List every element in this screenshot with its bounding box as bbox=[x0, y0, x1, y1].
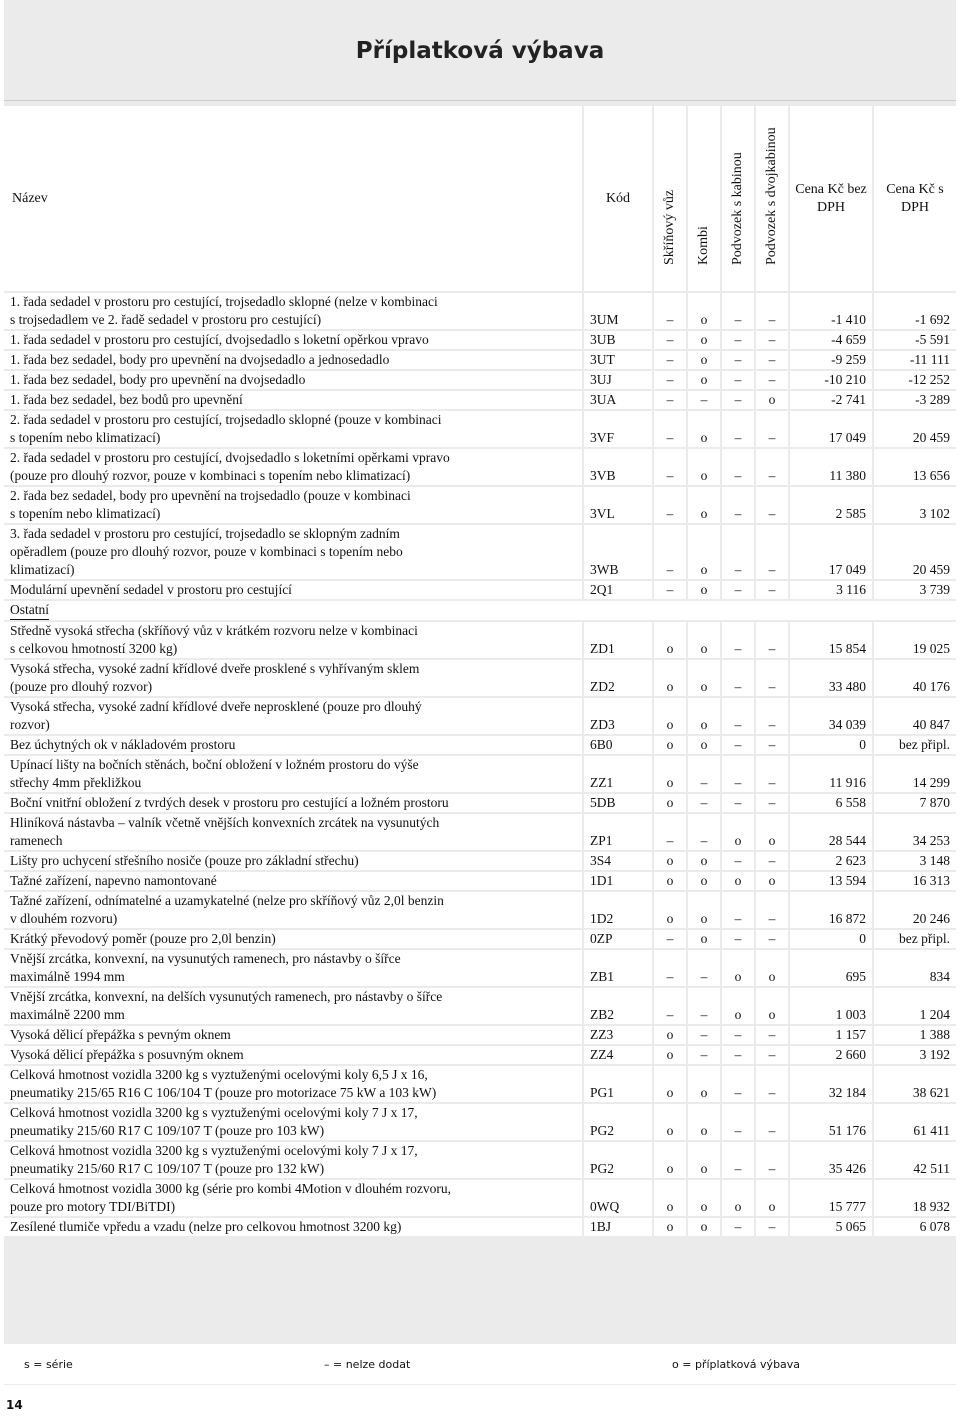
availability-mark: o bbox=[754, 872, 788, 890]
table-row bbox=[4, 525, 956, 579]
option-code: 1BJ bbox=[582, 1218, 652, 1236]
price-net: 11 380 bbox=[788, 449, 872, 485]
header-code: Kód bbox=[582, 106, 652, 291]
price-gross: -11 111 bbox=[872, 351, 956, 369]
price-net: -2 741 bbox=[788, 391, 872, 409]
availability-mark: – bbox=[720, 794, 754, 812]
price-net: 2 660 bbox=[788, 1046, 872, 1064]
availability-mark: o bbox=[652, 794, 686, 812]
option-code: ZP1 bbox=[582, 814, 652, 850]
availability-mark: o bbox=[686, 293, 720, 329]
table-row bbox=[4, 794, 956, 812]
option-code: ZZ3 bbox=[582, 1026, 652, 1044]
table-row bbox=[4, 1104, 956, 1140]
availability-mark: – bbox=[652, 487, 686, 523]
availability-mark: – bbox=[652, 988, 686, 1024]
price-gross: bez připl. bbox=[872, 930, 956, 948]
availability-mark: – bbox=[720, 351, 754, 369]
option-name: 1. řada sedadel v prostoru pro cestující, dvojsedadlo s loketní opěrkou vpravo bbox=[4, 331, 582, 349]
price-gross: 42 511 bbox=[872, 1142, 956, 1178]
price-net: 16 872 bbox=[788, 892, 872, 928]
table-row bbox=[4, 852, 956, 870]
option-code: ZZ1 bbox=[582, 756, 652, 792]
table-row bbox=[4, 988, 956, 1024]
option-code: 2Q1 bbox=[582, 581, 652, 599]
price-gross: 34 253 bbox=[872, 814, 956, 850]
availability-mark: – bbox=[754, 1026, 788, 1044]
option-code: 0ZP bbox=[582, 930, 652, 948]
price-net: 1 003 bbox=[788, 988, 872, 1024]
option-code: 1D2 bbox=[582, 892, 652, 928]
availability-mark: – bbox=[652, 391, 686, 409]
price-gross: 3 192 bbox=[872, 1046, 956, 1064]
table-row bbox=[4, 449, 956, 485]
header-variant-double-cab: Podvozek s dvojkabinou bbox=[754, 106, 788, 291]
option-code: 3UJ bbox=[582, 371, 652, 389]
availability-mark: – bbox=[720, 581, 754, 599]
availability-mark: – bbox=[686, 794, 720, 812]
availability-mark: o bbox=[652, 736, 686, 754]
availability-mark: o bbox=[720, 814, 754, 850]
availability-mark: – bbox=[686, 391, 720, 409]
option-name: Celková hmotnost vozidla 3200 kg s vyztuženými ocelovými koly 7 J x 17, pneumatiky 215/60 R17 C 109/107 T (pouze pro 103 kW) bbox=[4, 1104, 582, 1140]
price-gross: 20 459 bbox=[872, 525, 956, 579]
availability-mark: – bbox=[754, 756, 788, 792]
price-net: 34 039 bbox=[788, 698, 872, 734]
option-name: Tažné zařízení, napevno namontované bbox=[4, 872, 582, 890]
option-name: Upínací lišty na bočních stěnách, boční obložení v ložném prostoru do výše střechy 4mm překližkou bbox=[4, 756, 582, 792]
option-name: Celková hmotnost vozidla 3200 kg s vyztuženými ocelovými koly 6,5 J x 16, pneumatiky 215/65 R16 C 106/104 T (pouze pro motorizace 75 kW a 103 kW) bbox=[4, 1066, 582, 1102]
header-variant-kombi: Kombi bbox=[686, 106, 720, 291]
legend bbox=[4, 1344, 956, 1384]
availability-mark: – bbox=[720, 1104, 754, 1140]
availability-mark: o bbox=[686, 930, 720, 948]
price-net: 5 065 bbox=[788, 1218, 872, 1236]
availability-mark: o bbox=[754, 988, 788, 1024]
price-net: 17 049 bbox=[788, 411, 872, 447]
option-name: Lišty pro uchycení střešního nosiče (pouze pro základní střechu) bbox=[4, 852, 582, 870]
availability-mark: o bbox=[686, 1066, 720, 1102]
availability-mark: – bbox=[720, 892, 754, 928]
availability-mark: o bbox=[686, 1180, 720, 1216]
availability-mark: o bbox=[686, 892, 720, 928]
price-gross: 3 148 bbox=[872, 852, 956, 870]
option-name: Vysoká střecha, vysoké zadní křídlové dveře prosklené s vyhřívaným sklem (pouze pro dlouhý rozvor) bbox=[4, 660, 582, 696]
price-gross: 40 176 bbox=[872, 660, 956, 696]
price-net: 15 854 bbox=[788, 622, 872, 658]
price-net: -1 410 bbox=[788, 293, 872, 329]
availability-mark: – bbox=[652, 581, 686, 599]
availability-mark: – bbox=[754, 581, 788, 599]
availability-mark: o bbox=[720, 1180, 754, 1216]
availability-mark: – bbox=[754, 1046, 788, 1064]
availability-mark: – bbox=[754, 411, 788, 447]
price-net: 2 585 bbox=[788, 487, 872, 523]
availability-mark: – bbox=[720, 331, 754, 349]
price-gross: 18 932 bbox=[872, 1180, 956, 1216]
option-code: PG2 bbox=[582, 1142, 652, 1178]
availability-mark: – bbox=[652, 449, 686, 485]
legend-not-available: – = nelze dodat bbox=[324, 1358, 411, 1371]
availability-mark: – bbox=[720, 736, 754, 754]
price-net: 0 bbox=[788, 930, 872, 948]
availability-mark: – bbox=[686, 756, 720, 792]
availability-mark: o bbox=[754, 814, 788, 850]
availability-mark: o bbox=[652, 1142, 686, 1178]
section-row-other bbox=[4, 601, 956, 620]
price-gross: 7 870 bbox=[872, 794, 956, 812]
price-net: 35 426 bbox=[788, 1142, 872, 1178]
price-gross: 834 bbox=[872, 950, 956, 986]
availability-mark: – bbox=[754, 736, 788, 754]
availability-mark: o bbox=[686, 525, 720, 579]
availability-mark: – bbox=[720, 1142, 754, 1178]
option-name: 2. řada sedadel v prostoru pro cestující, dvojsedadlo s loketními opěrkami vpravo (pouze pro dlouhý rozvor, pouze v kombinaci s topením nebo klimatizací) bbox=[4, 449, 582, 485]
availability-mark: o bbox=[686, 736, 720, 754]
price-net: -10 210 bbox=[788, 371, 872, 389]
price-net: 3 116 bbox=[788, 581, 872, 599]
availability-mark: – bbox=[754, 1218, 788, 1236]
price-gross: -3 289 bbox=[872, 391, 956, 409]
price-net: 0 bbox=[788, 736, 872, 754]
table-row bbox=[4, 1218, 956, 1236]
option-name: 2. řada sedadel v prostoru pro cestující, trojsedadlo sklopné (pouze v kombinaci s topením nebo klimatizací) bbox=[4, 411, 582, 447]
availability-mark: – bbox=[720, 1218, 754, 1236]
availability-mark: – bbox=[754, 449, 788, 485]
availability-mark: – bbox=[720, 525, 754, 579]
price-net: 2 623 bbox=[788, 852, 872, 870]
table-row bbox=[4, 872, 956, 890]
table-row bbox=[4, 1026, 956, 1044]
availability-mark: – bbox=[686, 950, 720, 986]
option-code: 3S4 bbox=[582, 852, 652, 870]
availability-mark: o bbox=[686, 698, 720, 734]
table-row bbox=[4, 1180, 956, 1216]
option-name: Vnější zrcátka, konvexní, na vysunutých ramenech, pro nástavby o šířce maximálně 1994 mm bbox=[4, 950, 582, 986]
availability-mark: o bbox=[686, 660, 720, 696]
price-net: -9 259 bbox=[788, 351, 872, 369]
availability-mark: – bbox=[754, 487, 788, 523]
header-variant-cab: Podvozek s kabinou bbox=[720, 106, 754, 291]
availability-mark: – bbox=[720, 371, 754, 389]
price-gross: -5 591 bbox=[872, 331, 956, 349]
availability-mark: – bbox=[754, 1104, 788, 1140]
table-row bbox=[4, 331, 956, 349]
availability-mark: – bbox=[754, 525, 788, 579]
availability-mark: – bbox=[754, 1066, 788, 1102]
price-net: 28 544 bbox=[788, 814, 872, 850]
availability-mark: – bbox=[720, 622, 754, 658]
option-code: ZD1 bbox=[582, 622, 652, 658]
price-net: 11 916 bbox=[788, 756, 872, 792]
availability-mark: o bbox=[652, 660, 686, 696]
availability-mark: o bbox=[686, 622, 720, 658]
availability-mark: o bbox=[686, 1218, 720, 1236]
availability-mark: – bbox=[652, 525, 686, 579]
availability-mark: o bbox=[652, 756, 686, 792]
price-net: 17 049 bbox=[788, 525, 872, 579]
option-name: Zesílené tlumiče vpředu a vzadu (nelze pro celkovou hmotnost 3200 kg) bbox=[4, 1218, 582, 1236]
price-gross: 1 204 bbox=[872, 988, 956, 1024]
price-gross: 20 246 bbox=[872, 892, 956, 928]
availability-mark: o bbox=[652, 1026, 686, 1044]
availability-mark: o bbox=[686, 411, 720, 447]
table-row bbox=[4, 736, 956, 754]
availability-mark: – bbox=[652, 411, 686, 447]
price-net: 13 594 bbox=[788, 872, 872, 890]
table-row bbox=[4, 581, 956, 599]
option-code: 3VB bbox=[582, 449, 652, 485]
availability-mark: o bbox=[686, 331, 720, 349]
legend-series: s = série bbox=[24, 1358, 73, 1371]
availability-mark: – bbox=[754, 794, 788, 812]
availability-mark: o bbox=[652, 852, 686, 870]
availability-mark: o bbox=[720, 950, 754, 986]
availability-mark: o bbox=[686, 1104, 720, 1140]
section-label-other: Ostatní bbox=[10, 601, 49, 620]
availability-mark: o bbox=[652, 622, 686, 658]
availability-mark: o bbox=[754, 950, 788, 986]
availability-mark: – bbox=[754, 660, 788, 696]
option-code: 6B0 bbox=[582, 736, 652, 754]
table-row bbox=[4, 930, 956, 948]
availability-mark: o bbox=[652, 1104, 686, 1140]
option-code: 3UA bbox=[582, 391, 652, 409]
price-gross: 3 102 bbox=[872, 487, 956, 523]
option-name: Hliníková nástavba – valník včetně vnějších konvexních zrcátek na vysunutých ramenech bbox=[4, 814, 582, 850]
availability-mark: o bbox=[720, 988, 754, 1024]
option-name: Modulární upevnění sedadel v prostoru pro cestující bbox=[4, 581, 582, 599]
option-name: Vysoká dělicí přepážka s pevným oknem bbox=[4, 1026, 582, 1044]
availability-mark: o bbox=[720, 872, 754, 890]
page-title: Příplatková výbava bbox=[355, 38, 605, 64]
availability-mark: – bbox=[754, 698, 788, 734]
option-name: Celková hmotnost vozidla 3000 kg (série pro kombi 4Motion v dlouhém rozvoru, pouze pro motory TDI/BiTDI) bbox=[4, 1180, 582, 1216]
option-name: 1. řada bez sedadel, body pro upevnění na dvojsedadlo a jednosedadlo bbox=[4, 351, 582, 369]
table-row bbox=[4, 1046, 956, 1064]
availability-mark: – bbox=[720, 411, 754, 447]
price-net: 15 777 bbox=[788, 1180, 872, 1216]
availability-mark: – bbox=[720, 1046, 754, 1064]
option-name: 2. řada bez sedadel, body pro upevnění na trojsedadlo (pouze v kombinaci s topením nebo klimatizací) bbox=[4, 487, 582, 523]
table-row bbox=[4, 391, 956, 409]
price-gross: 1 388 bbox=[872, 1026, 956, 1044]
availability-mark: – bbox=[720, 930, 754, 948]
availability-mark: – bbox=[754, 622, 788, 658]
price-gross: 61 411 bbox=[872, 1104, 956, 1140]
availability-mark: – bbox=[652, 351, 686, 369]
availability-mark: o bbox=[652, 1046, 686, 1064]
price-gross: 14 299 bbox=[872, 756, 956, 792]
table-row bbox=[4, 371, 956, 389]
price-gross: -1 692 bbox=[872, 293, 956, 329]
price-gross: 19 025 bbox=[872, 622, 956, 658]
header-price-net: Cena Kč bez DPH bbox=[788, 106, 872, 291]
table-row bbox=[4, 660, 956, 696]
option-name: Středně vysoká střecha (skříňový vůz v krátkém rozvoru nelze v kombinaci s celkovou hmotností 3200 kg) bbox=[4, 622, 582, 658]
header-name: Název bbox=[4, 106, 582, 291]
availability-mark: – bbox=[652, 814, 686, 850]
price-table bbox=[4, 104, 956, 1238]
availability-mark: – bbox=[720, 391, 754, 409]
option-name: Vysoká dělicí přepážka s posuvným oknem bbox=[4, 1046, 582, 1064]
availability-mark: – bbox=[754, 892, 788, 928]
availability-mark: – bbox=[652, 950, 686, 986]
option-name: 1. řada bez sedadel, body pro upevnění na dvojsedadlo bbox=[4, 371, 582, 389]
availability-mark: o bbox=[686, 487, 720, 523]
legend-optional: o = příplatková výbava bbox=[672, 1358, 801, 1371]
table-row bbox=[4, 1142, 956, 1178]
option-name: 1. řada sedadel v prostoru pro cestující, trojsedadlo sklopné (nelze v kombinaci s trojsedadlem ve 2. řadě sedadel v prostoru pro cestující) bbox=[4, 293, 582, 329]
availability-mark: – bbox=[720, 1066, 754, 1102]
availability-mark: – bbox=[754, 371, 788, 389]
option-name: Krátký převodový poměr (pouze pro 2,0l benzin) bbox=[4, 930, 582, 948]
availability-mark: – bbox=[720, 487, 754, 523]
option-code: 3UT bbox=[582, 351, 652, 369]
availability-mark: o bbox=[754, 1180, 788, 1216]
table-row bbox=[4, 698, 956, 734]
price-net: 32 184 bbox=[788, 1066, 872, 1102]
option-code: ZZ4 bbox=[582, 1046, 652, 1064]
header-price-gross: Cena Kč s DPH bbox=[872, 106, 956, 291]
availability-mark: – bbox=[720, 756, 754, 792]
availability-mark: o bbox=[652, 892, 686, 928]
option-code: 3UM bbox=[582, 293, 652, 329]
option-code: ZD3 bbox=[582, 698, 652, 734]
table-row bbox=[4, 293, 956, 329]
availability-mark: o bbox=[686, 371, 720, 389]
option-code: 3VL bbox=[582, 487, 652, 523]
option-name: 1. řada bez sedadel, bez bodů pro upevnění bbox=[4, 391, 582, 409]
availability-mark: – bbox=[754, 331, 788, 349]
availability-mark: – bbox=[652, 293, 686, 329]
option-code: 5DB bbox=[582, 794, 652, 812]
availability-mark: o bbox=[652, 872, 686, 890]
availability-mark: – bbox=[686, 814, 720, 850]
price-gross: 38 621 bbox=[872, 1066, 956, 1102]
option-code: PG1 bbox=[582, 1066, 652, 1102]
option-name: Vnější zrcátka, konvexní, na delších vysunutých ramenech, pro nástavby o šířce maximálně 2200 mm bbox=[4, 988, 582, 1024]
availability-mark: – bbox=[754, 351, 788, 369]
availability-mark: o bbox=[652, 1218, 686, 1236]
availability-mark: – bbox=[652, 930, 686, 948]
option-name: Bez úchytných ok v nákladovém prostoru bbox=[4, 736, 582, 754]
table-row bbox=[4, 351, 956, 369]
availability-mark: – bbox=[686, 988, 720, 1024]
table-row bbox=[4, 892, 956, 928]
price-gross: 6 078 bbox=[872, 1218, 956, 1236]
table-row bbox=[4, 487, 956, 523]
price-gross: 20 459 bbox=[872, 411, 956, 447]
price-gross: -12 252 bbox=[872, 371, 956, 389]
availability-mark: – bbox=[652, 371, 686, 389]
option-code: 3UB bbox=[582, 331, 652, 349]
price-gross: 3 739 bbox=[872, 581, 956, 599]
price-net: 33 480 bbox=[788, 660, 872, 696]
availability-mark: – bbox=[720, 293, 754, 329]
availability-mark: o bbox=[686, 872, 720, 890]
price-net: 1 157 bbox=[788, 1026, 872, 1044]
availability-mark: – bbox=[720, 660, 754, 696]
availability-mark: – bbox=[686, 1026, 720, 1044]
availability-mark: o bbox=[686, 581, 720, 599]
availability-mark: – bbox=[754, 852, 788, 870]
option-code: 0WQ bbox=[582, 1180, 652, 1216]
availability-mark: – bbox=[754, 1142, 788, 1178]
availability-mark: – bbox=[686, 1046, 720, 1064]
option-name: 3. řada sedadel v prostoru pro cestující, trojsedadlo se sklopným zadním opěradlem (pouze pro dlouhý rozvor, pouze v kombinaci s topením nebo klimatizací) bbox=[4, 525, 582, 579]
availability-mark: o bbox=[686, 852, 720, 870]
price-gross: bez připl. bbox=[872, 736, 956, 754]
table-header-row bbox=[4, 106, 956, 291]
title-box bbox=[4, 0, 956, 101]
availability-mark: – bbox=[720, 852, 754, 870]
availability-mark: o bbox=[652, 698, 686, 734]
option-code: ZB2 bbox=[582, 988, 652, 1024]
availability-mark: o bbox=[686, 1142, 720, 1178]
option-name: Tažné zařízení, odnímatelné a uzamykatelné (nelze pro skříňový vůz 2,0l benzin v dlouhém rozvoru) bbox=[4, 892, 582, 928]
availability-mark: – bbox=[754, 293, 788, 329]
page-number: 14 bbox=[6, 1398, 23, 1412]
availability-mark: o bbox=[686, 351, 720, 369]
option-name: Vysoká střecha, vysoké zadní křídlové dveře neprosklené (pouze pro dlouhý rozvor) bbox=[4, 698, 582, 734]
option-code: ZD2 bbox=[582, 660, 652, 696]
table-row bbox=[4, 1066, 956, 1102]
table-row bbox=[4, 950, 956, 986]
availability-mark: o bbox=[652, 1066, 686, 1102]
availability-mark: o bbox=[652, 1180, 686, 1216]
availability-mark: o bbox=[754, 391, 788, 409]
availability-mark: – bbox=[652, 331, 686, 349]
option-code: PG2 bbox=[582, 1104, 652, 1140]
availability-mark: – bbox=[720, 449, 754, 485]
table-row bbox=[4, 814, 956, 850]
option-code: ZB1 bbox=[582, 950, 652, 986]
header-variant-van: Skříňový vůz bbox=[652, 106, 686, 291]
price-gross: 40 847 bbox=[872, 698, 956, 734]
option-code: 3VF bbox=[582, 411, 652, 447]
price-gross: 13 656 bbox=[872, 449, 956, 485]
option-name: Celková hmotnost vozidla 3200 kg s vyztuženými ocelovými koly 7 J x 17, pneumatiky 215/60 R17 C 109/107 T (pouze pro 132 kW) bbox=[4, 1142, 582, 1178]
availability-mark: o bbox=[686, 449, 720, 485]
table-row bbox=[4, 411, 956, 447]
price-net: 51 176 bbox=[788, 1104, 872, 1140]
table-row bbox=[4, 756, 956, 792]
availability-mark: – bbox=[720, 698, 754, 734]
availability-mark: – bbox=[754, 930, 788, 948]
price-net: 695 bbox=[788, 950, 872, 986]
table-row bbox=[4, 622, 956, 658]
price-net: -4 659 bbox=[788, 331, 872, 349]
availability-mark: – bbox=[720, 1026, 754, 1044]
price-net: 6 558 bbox=[788, 794, 872, 812]
option-code: 3WB bbox=[582, 525, 652, 579]
option-code: 1D1 bbox=[582, 872, 652, 890]
price-gross: 16 313 bbox=[872, 872, 956, 890]
option-name: Boční vnitřní obložení z tvrdých desek v prostoru pro cestující a ložném prostoru bbox=[4, 794, 582, 812]
